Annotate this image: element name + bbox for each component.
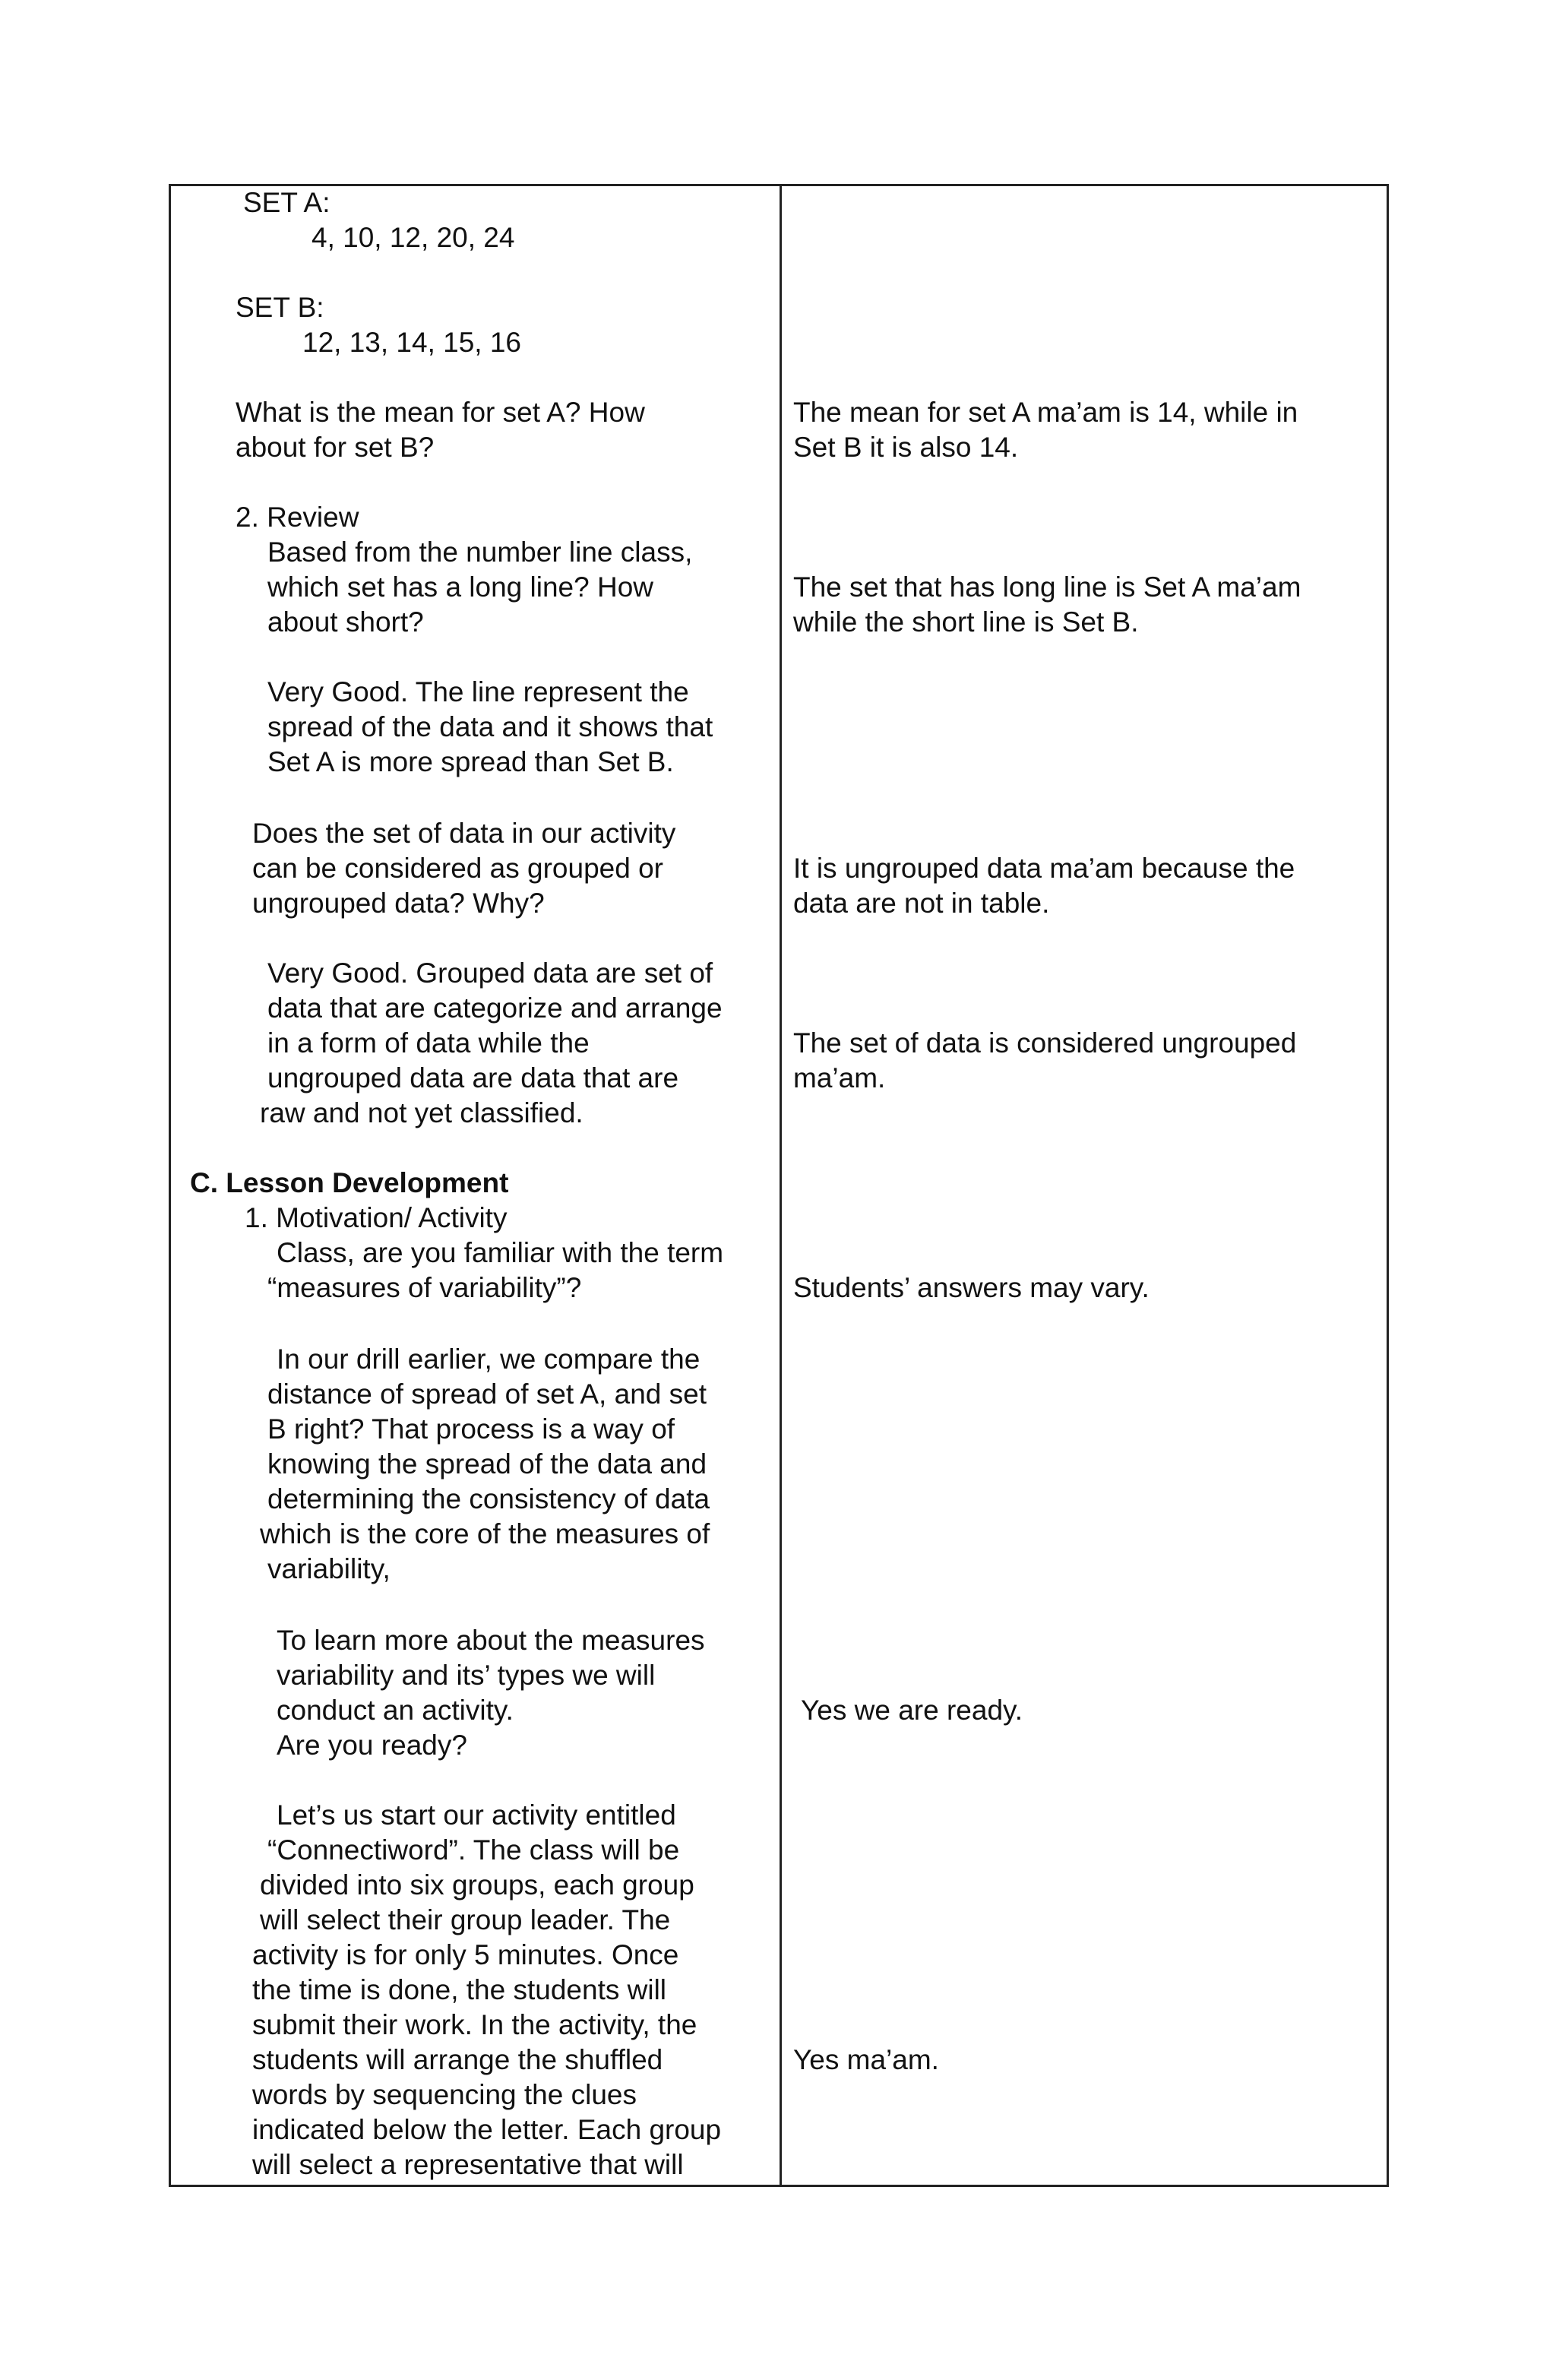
- drill-paragraph-line: which is the core of the measures of: [260, 1518, 710, 1549]
- set-b-values: 12, 13, 14, 15, 16: [302, 327, 522, 358]
- grouped-question-line: ungrouped data? Why?: [252, 888, 545, 919]
- activity-paragraph-line: words by sequencing the clues: [252, 2079, 637, 2110]
- activity-paragraph-line: divided into six groups, each group: [260, 1869, 694, 1901]
- very-good-line: Set A is more spread than Set B.: [267, 746, 674, 777]
- familiar-question-line: Class, are you familiar with the term: [277, 1237, 724, 1268]
- review-question-line: about short?: [267, 606, 424, 638]
- learn-more-line: conduct an activity.: [277, 1695, 514, 1726]
- motivation-heading: 1. Motivation/ Activity: [245, 1202, 508, 1233]
- very-good-2-line: data that are categorize and arrange: [267, 992, 723, 1024]
- activity-paragraph-line: the time is done, the students will: [252, 1974, 667, 2005]
- drill-paragraph-line: distance of spread of set A, and set: [267, 1378, 707, 1410]
- grouped-question-line: can be considered as grouped or: [252, 853, 663, 884]
- learn-more-line: variability and its’ types we will: [277, 1660, 656, 1691]
- line-answer-line: while the short line is Set B.: [793, 606, 1139, 638]
- review-question-line: Based from the number line class,: [267, 536, 693, 568]
- review-question-line: which set has a long line? How: [267, 571, 654, 603]
- activity-paragraph-line: indicated below the letter. Each group: [252, 2114, 722, 2145]
- mean-question-line: What is the mean for set A? How: [236, 397, 645, 428]
- learn-more-line: Are you ready?: [277, 1730, 467, 1761]
- activity-paragraph-line: activity is for only 5 minutes. Once: [252, 1939, 679, 1970]
- set-a-values: 4, 10, 12, 20, 24: [312, 222, 515, 253]
- activity-paragraph-line: students will arrange the shuffled: [252, 2044, 663, 2075]
- considered-answer-line: ma’am.: [793, 1062, 886, 1093]
- drill-paragraph-line: knowing the spread of the data and: [267, 1448, 707, 1480]
- activity-paragraph-line: will select a representative that will: [252, 2149, 684, 2180]
- activity-paragraph-line: will select their group leader. The: [260, 1904, 671, 1935]
- activity-paragraph-line: submit their work. In the activity, the: [252, 2009, 697, 2040]
- familiar-question-line: “measures of variability”?: [267, 1272, 582, 1303]
- very-good-line: Very Good. The line represent the: [267, 676, 689, 707]
- yes-answer: Yes ma’am.: [793, 2044, 939, 2075]
- activity-paragraph-line: Let’s us start our activity entitled: [277, 1799, 676, 1831]
- very-good-2-line: Very Good. Grouped data are set of: [267, 957, 713, 989]
- ready-answer: Yes we are ready.: [801, 1695, 1023, 1726]
- line-answer-line: The set that has long line is Set A ma’am: [793, 571, 1301, 603]
- ungrouped-answer-line: data are not in table.: [793, 888, 1050, 919]
- activity-paragraph-line: “Connectiword”. The class will be: [267, 1834, 680, 1866]
- grouped-question-line: Does the set of data in our activity: [252, 818, 676, 849]
- drill-paragraph-line: determining the consistency of data: [267, 1483, 710, 1514]
- vary-answer: Students’ answers may vary.: [793, 1272, 1150, 1303]
- mean-answer-line: Set B it is also 14.: [793, 432, 1019, 463]
- very-good-2-line: raw and not yet classified.: [260, 1097, 584, 1128]
- ungrouped-answer-line: It is ungrouped data ma’am because the: [793, 853, 1295, 884]
- learn-more-line: To learn more about the measures: [277, 1625, 705, 1656]
- set-a-label: SET A:: [243, 187, 330, 218]
- very-good-line: spread of the data and it shows that: [267, 711, 713, 742]
- drill-paragraph-line: In our drill earlier, we compare the: [277, 1343, 701, 1375]
- mean-answer-line: The mean for set A ma’am is 14, while in: [793, 397, 1298, 428]
- review-heading: 2. Review: [236, 502, 359, 533]
- considered-answer-line: The set of data is considered ungrouped: [793, 1027, 1297, 1059]
- set-b-label: SET B:: [236, 292, 324, 323]
- mean-question-line: about for set B?: [236, 432, 435, 463]
- very-good-2-line: in a form of data while the: [267, 1027, 590, 1059]
- very-good-2-line: ungrouped data are data that are: [267, 1062, 679, 1093]
- drill-paragraph-line: B right? That process is a way of: [267, 1413, 675, 1445]
- drill-paragraph-line: variability,: [267, 1553, 391, 1584]
- column-divider: [780, 186, 782, 2185]
- lesson-development-heading: C. Lesson Development: [190, 1167, 509, 1198]
